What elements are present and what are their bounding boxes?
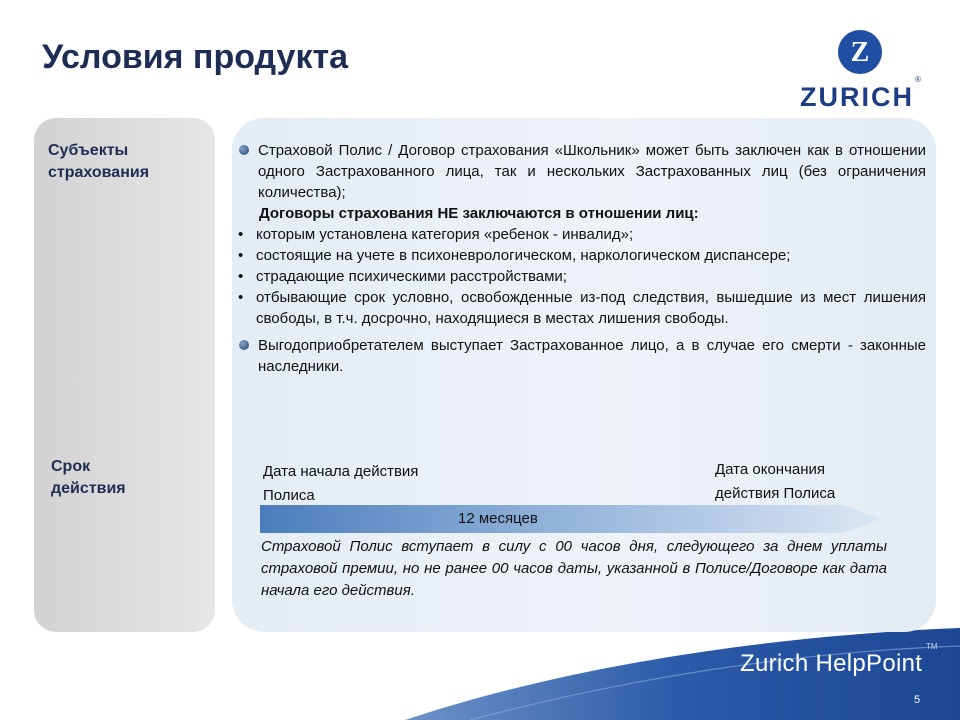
bullet-text: которым установлена категория «ребенок - инвалид»; bbox=[256, 226, 634, 243]
duration-arrow bbox=[260, 505, 882, 533]
bullet-mark: • bbox=[238, 289, 244, 306]
duration-label: 12 месяцев bbox=[458, 510, 538, 527]
page-number: 5 bbox=[914, 694, 921, 706]
term-label: Срок действия bbox=[51, 458, 126, 497]
content-text bbox=[236, 140, 926, 377]
end-date-label: Дата окончания действия Полиса bbox=[715, 461, 836, 502]
bullet-mark: • bbox=[238, 247, 244, 264]
start-date-label: Дата начала действия Полиса bbox=[263, 463, 419, 504]
bullet-dot-icon bbox=[239, 145, 249, 155]
logo-registered-mark: ® bbox=[915, 75, 921, 84]
exclusion-heading: Договоры страхования НЕ заключаются в отношении лиц: bbox=[259, 205, 699, 222]
logo-text: ZURICH bbox=[800, 82, 914, 112]
bullet-text: страдающие психическими расстройствами; bbox=[256, 268, 567, 285]
bullet-mark: • bbox=[238, 226, 244, 243]
zurich-z-icon bbox=[838, 30, 882, 74]
left-label-bar bbox=[34, 118, 215, 632]
page-title: Условия продукта bbox=[42, 38, 349, 76]
bullet-text: отбывающие срок условно, освобожденные из-под следствия, вышедшие из мест лишения свободы, в т.ч. досрочно, находящиеся в местах лишения свободы. bbox=[256, 289, 926, 327]
bullet-item bbox=[236, 287, 926, 329]
trademark-mark: TM bbox=[926, 642, 938, 651]
bullet-item bbox=[236, 224, 926, 245]
beneficiary-paragraph bbox=[236, 335, 926, 377]
subjects-label: Субъекты страхования bbox=[48, 142, 150, 181]
bullet-mark: • bbox=[238, 268, 244, 285]
beneficiary-paragraph-text: Выгодоприобретателем выступает Застрахованное лицо, а в случае его смерти - законные наследники. bbox=[258, 337, 926, 375]
bullet-item bbox=[236, 266, 926, 287]
zurich-logo bbox=[798, 30, 928, 112]
policy-paragraph-text: Страховой Полис / Договор страхования «Школьник» может быть заключен как в отношении одного Застрахованного лица, так и нескольких Застрахованных лиц (без ограничения количества); bbox=[258, 142, 926, 201]
policy-effective-note: Страховой Полис вступает в силу с 00 часов дня, следующего за днем уплаты страховой премии, но не ранее 00 часов даты, указанной в Полисе/Договоре как дата начала его действия. bbox=[261, 538, 887, 599]
bullet-text: состоящие на учете в психоневрологическом, наркологическом диспансере; bbox=[256, 247, 791, 264]
bullet-dot-icon bbox=[239, 340, 249, 350]
policy-paragraph bbox=[236, 140, 926, 203]
bullet-item bbox=[236, 245, 926, 266]
logo-letter: Z bbox=[850, 37, 870, 68]
footer-brand: Zurich HelpPoint bbox=[740, 650, 923, 677]
